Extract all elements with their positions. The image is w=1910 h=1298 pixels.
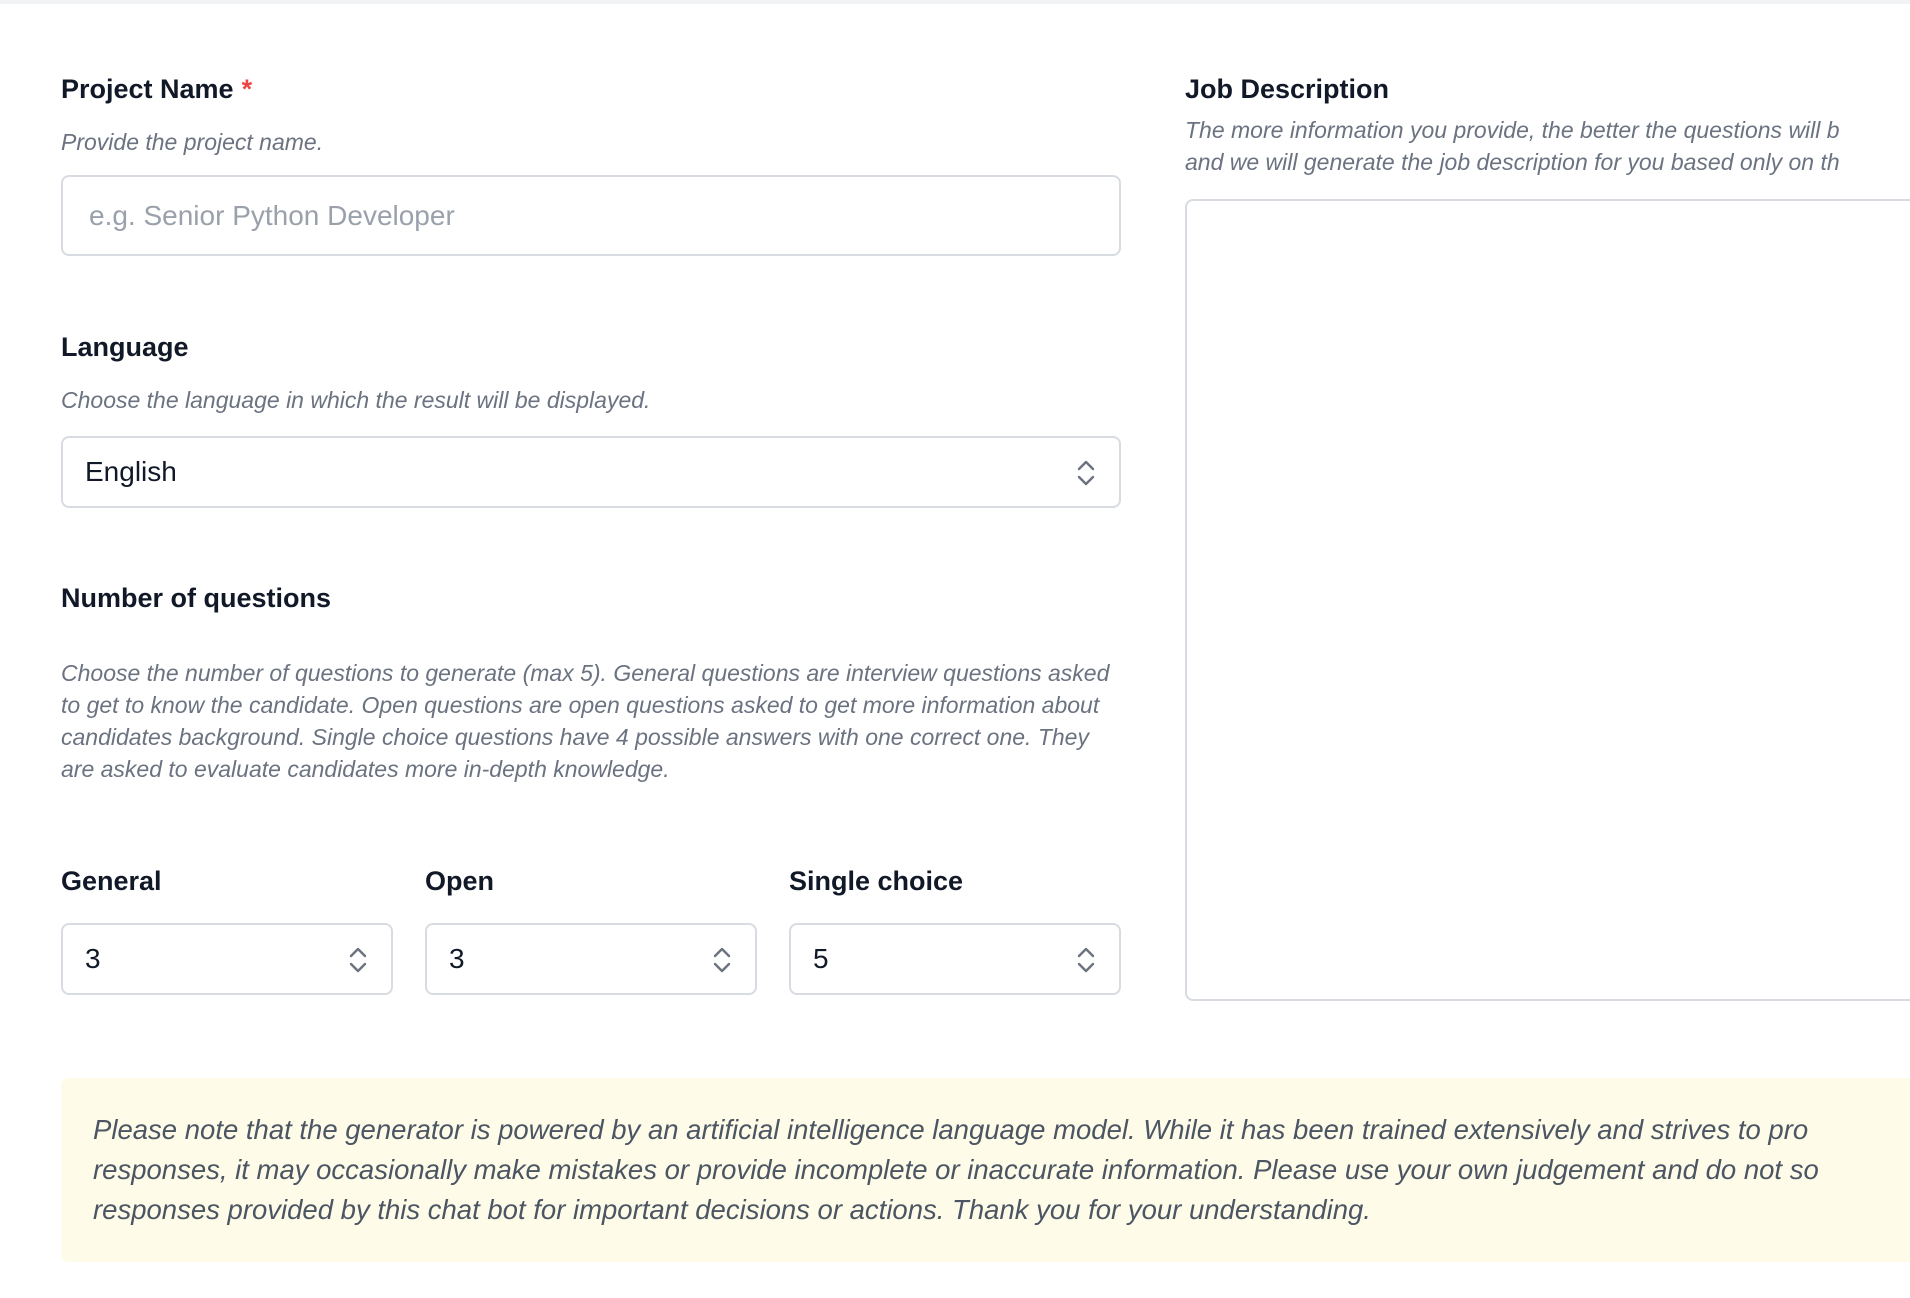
required-mark: * (241, 74, 253, 104)
chevron-up-down-icon (1077, 458, 1095, 488)
language-label: Language (61, 332, 189, 362)
project-name-hint: Provide the project name. (61, 129, 324, 155)
chevron-up-down-icon[interactable] (349, 945, 367, 975)
questions-hint: Choose the number of questions to generate (max 5). General questions are interview questions asked to get to know the candidate. Open questions are open questions asked to get more information about candidates background. Single choice questions have 4 possible answers with one correct one. They are asked to evaluate candidates more in-depth knowledge. (61, 660, 1110, 782)
open-stepper[interactable] (425, 923, 757, 995)
single-choice-stepper[interactable] (789, 923, 1121, 995)
general-label: General (61, 866, 162, 896)
chevron-up-down-icon[interactable] (1077, 945, 1095, 975)
single-choice-label: Single choice (789, 866, 964, 896)
notice-line: Please note that the generator is powered by an artificial intelligence language model. While it has been trained extensively and strives to pro (93, 1114, 1809, 1145)
language-hint: Choose the language in which the result will be displayed. (61, 387, 651, 413)
open-label: Open (425, 866, 495, 896)
project-name-label (61, 74, 252, 105)
language-select-value: English (85, 456, 177, 487)
single-choice-value: 5 (813, 943, 829, 974)
general-value: 3 (85, 943, 101, 974)
project-name-label-text: Project Name (61, 74, 234, 104)
chevron-up-down-icon[interactable] (713, 945, 731, 975)
job-description-textarea[interactable] (1185, 199, 1910, 1001)
language-select[interactable] (61, 436, 1121, 508)
open-value: 3 (449, 943, 465, 974)
job-description-hint-line1: The more information you provide, the better the questions will b (1185, 117, 1840, 143)
notice-line: responses provided by this chat bot for important decisions or actions. Thank you for your understanding. (93, 1194, 1371, 1225)
job-description-label: Job Description (1185, 74, 1390, 104)
job-description-hint-line2: and we will generate the job description for you based only on th (1185, 149, 1840, 175)
ai-disclaimer-notice (61, 1078, 1910, 1262)
top-border (0, 0, 1910, 4)
questions-label: Number of questions (61, 583, 332, 613)
notice-line: responses, it may occasionally make mistakes or provide incomplete or inaccurate information. Please use your own judgement and do not so (93, 1154, 1819, 1185)
project-name-input[interactable] (61, 175, 1121, 256)
general-stepper[interactable] (61, 923, 393, 995)
